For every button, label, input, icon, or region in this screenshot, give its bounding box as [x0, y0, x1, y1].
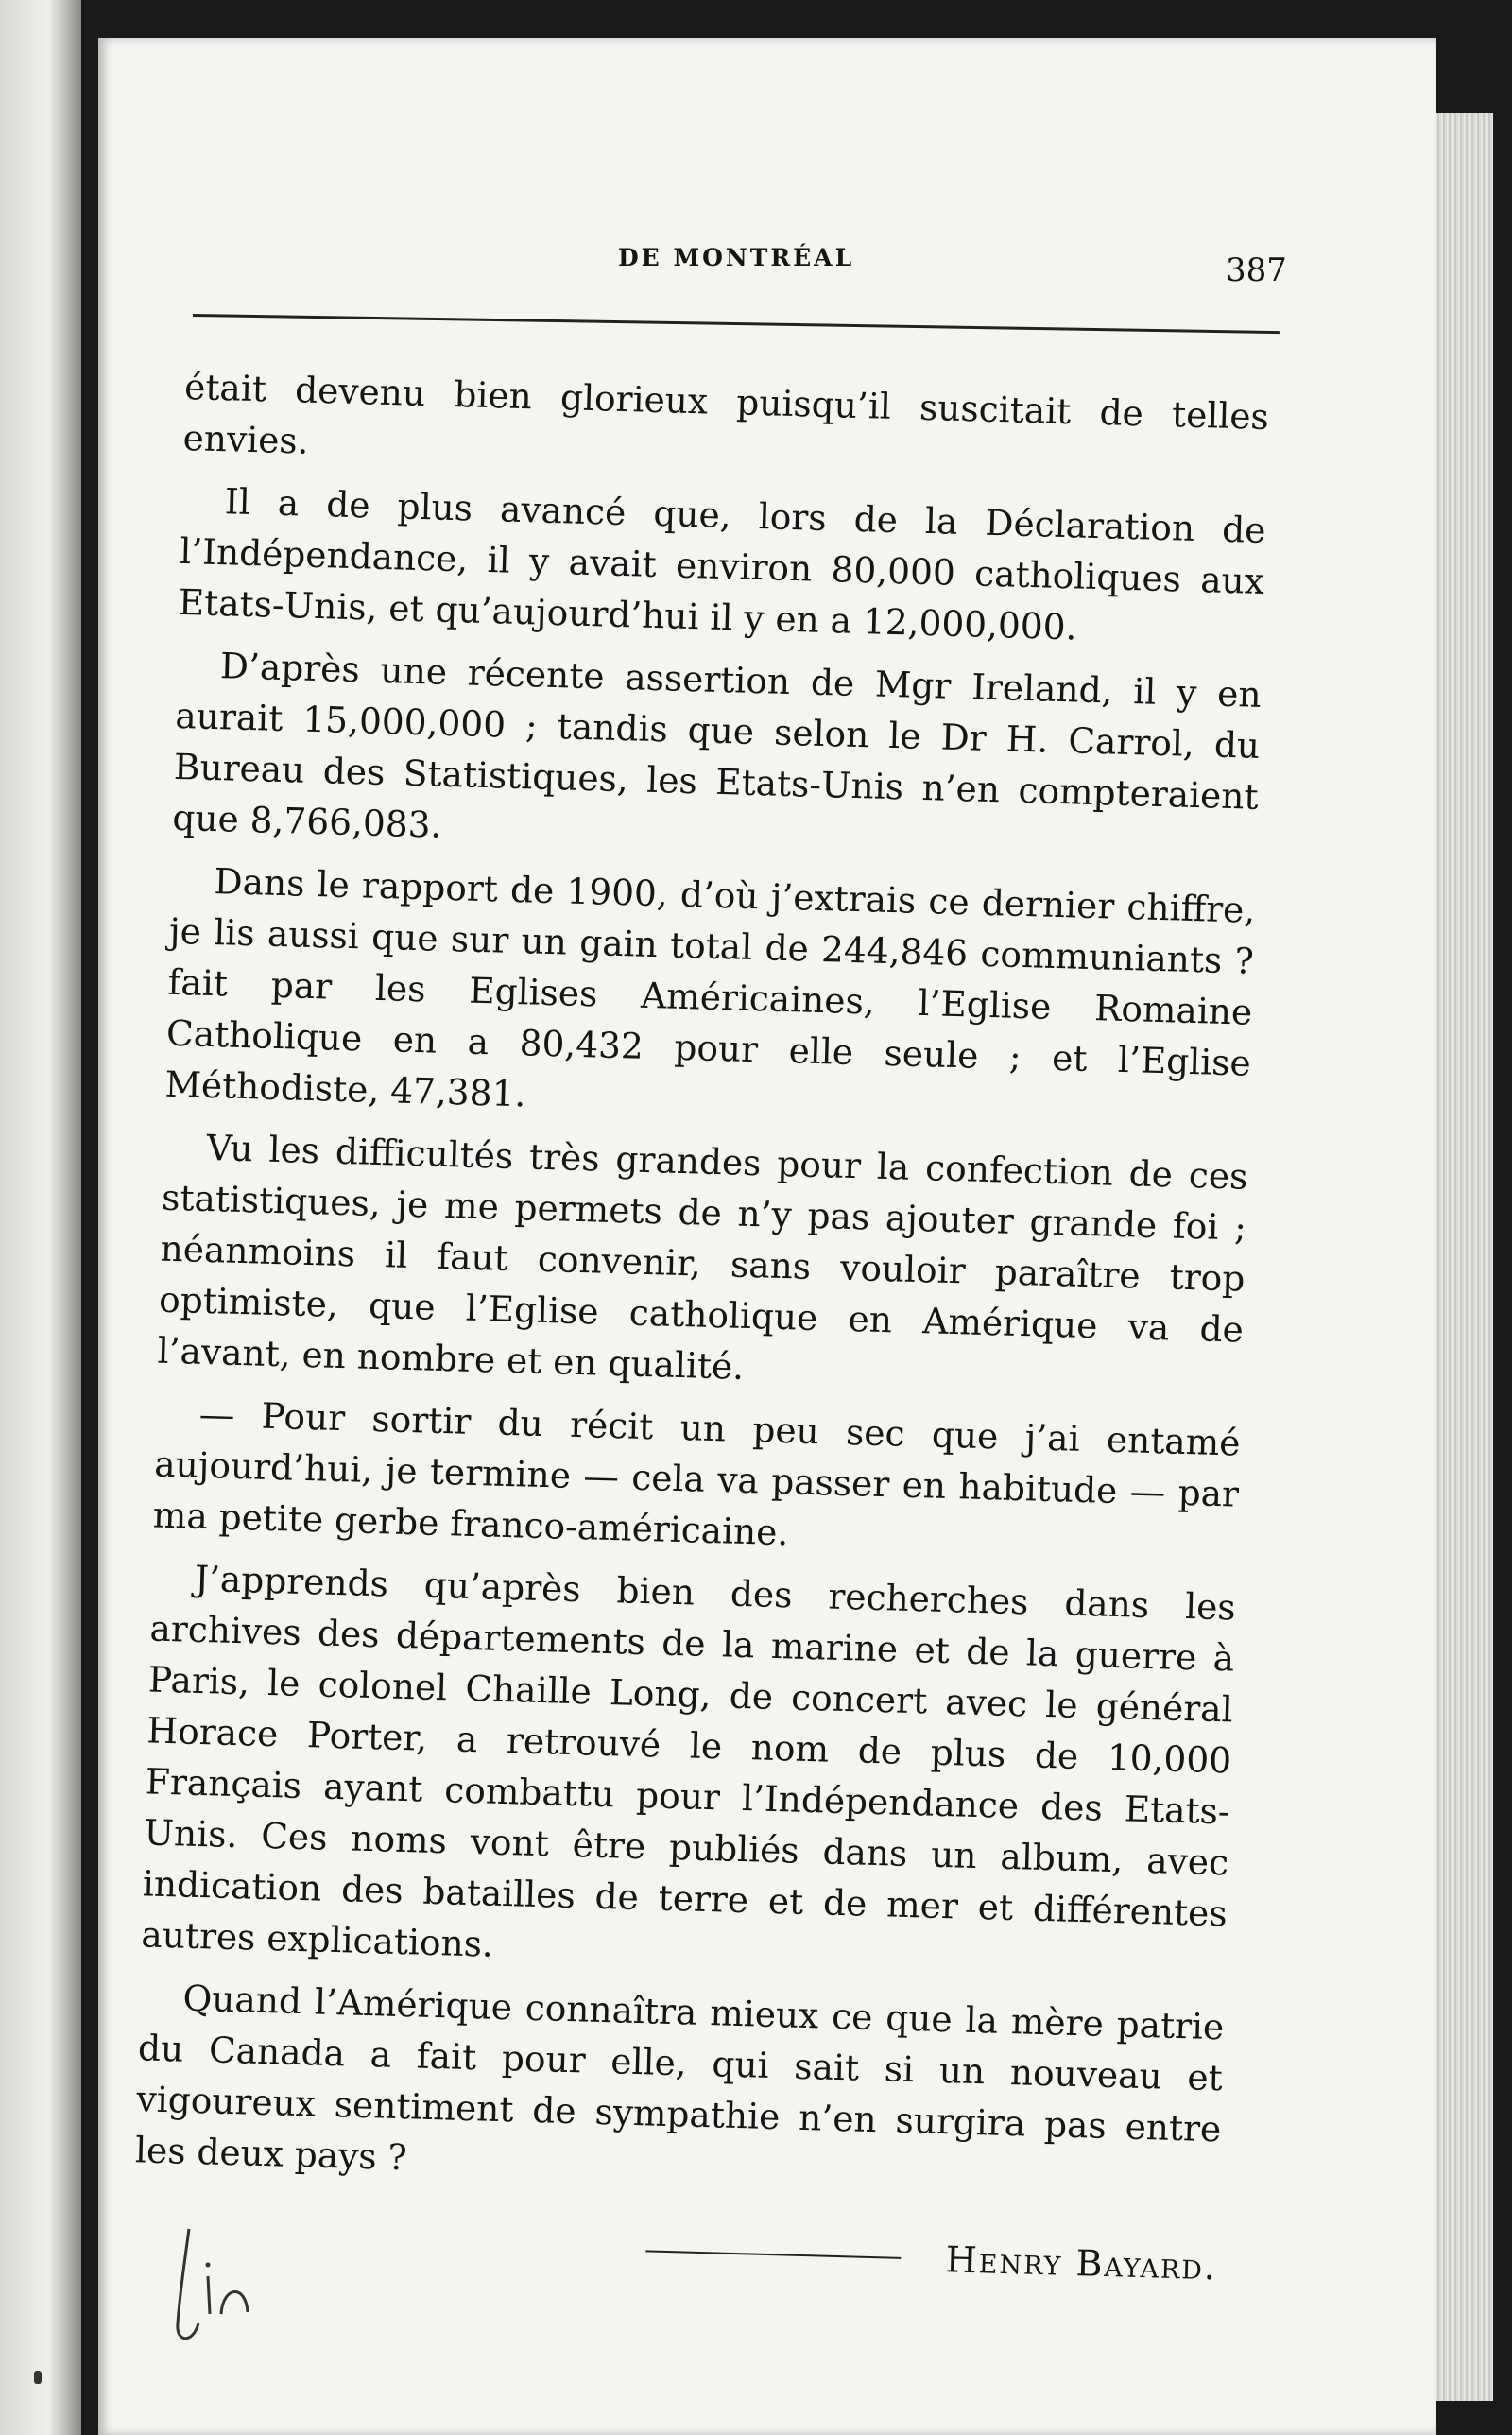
- handwritten-note: [161, 2210, 274, 2352]
- paragraph: Vu les difficultés très grandes pour la confection de ces statistiques, je me permets de n’y pas ajouter grande foi ; néanmoins il faut convenir, sans vouloir paraître trop optimiste, que l’Eglise catholique en Amérique va de l’avant, en nombre et en qualité.: [157, 1126, 1248, 1388]
- body-text: [132, 361, 1270, 2292]
- paragraph: Il a de plus avancé que, lors de la Déclaration de l’Indépendance, il y avait environ 80,000 catholiques aux Etats-Unis, et qu’aujourd’hui il y en a 12,000,000.: [178, 480, 1267, 648]
- paragraph: — Pour sortir du récit un peu sec que j’ai entamé aujourd’hui, je termine — cela va passer en habitude — par ma petite gerbe franco-américaine.: [152, 1392, 1242, 1554]
- paragraph: Dans le rapport de 1900, d’où j’extrais ce dernier chiffre, je lis aussi que sur un gain total de 244,846 communiants ? fait par les Eglises Américaines, l’Eglise Romaine Catholique en a 80,432 pour elle seule ; et l’Eglise Méthodiste, 47,381.: [164, 860, 1256, 1115]
- running-title: DE MONTRÉAL: [618, 244, 855, 271]
- paragraph: était devenu bien glorieux puisqu’il suscitait de telles envies.: [182, 365, 1270, 462]
- page-number: 387: [1226, 251, 1287, 289]
- book-page: [98, 38, 1436, 2435]
- scan-artifact: [34, 2371, 42, 2384]
- signature: Henry Bayard.: [945, 2238, 1218, 2288]
- header-rule: [193, 314, 1280, 334]
- previous-page-edge: [0, 0, 81, 2435]
- paragraph: Quand l’Amérique connaîtra mieux ce que la mère patrie du Canada a fait pour elle, qui sait si un nouveau et vigoureux sentiment de sympathie n’en surgira pas entre les deux pays ?: [134, 1977, 1225, 2179]
- paragraph: D’après une récente assertion de Mgr Ireland, il y en aurait 15,000,000 ; tandis que selon le Dr H. Carrol, du Bureau des Statistiques, les Etats-Unis n’en compteraient que 8,766,083.: [171, 645, 1263, 846]
- signature-rule: [645, 2250, 901, 2259]
- signature-line: [132, 2211, 1218, 2292]
- paragraph: J’apprends qu’après bien des recherches dans les archives des départements de la marine et de la guerre à Paris, le colonel Chaille Long, de concert avec le général Horace Porter, a retrouvé le nom de plus de 10,000 Français ayant combattu pour l’Indépendance des Etats-Unis. Ces noms vont être publiés dans un album, avec indication des batailles de terre et de mer et différentes autres explications.: [140, 1557, 1237, 1965]
